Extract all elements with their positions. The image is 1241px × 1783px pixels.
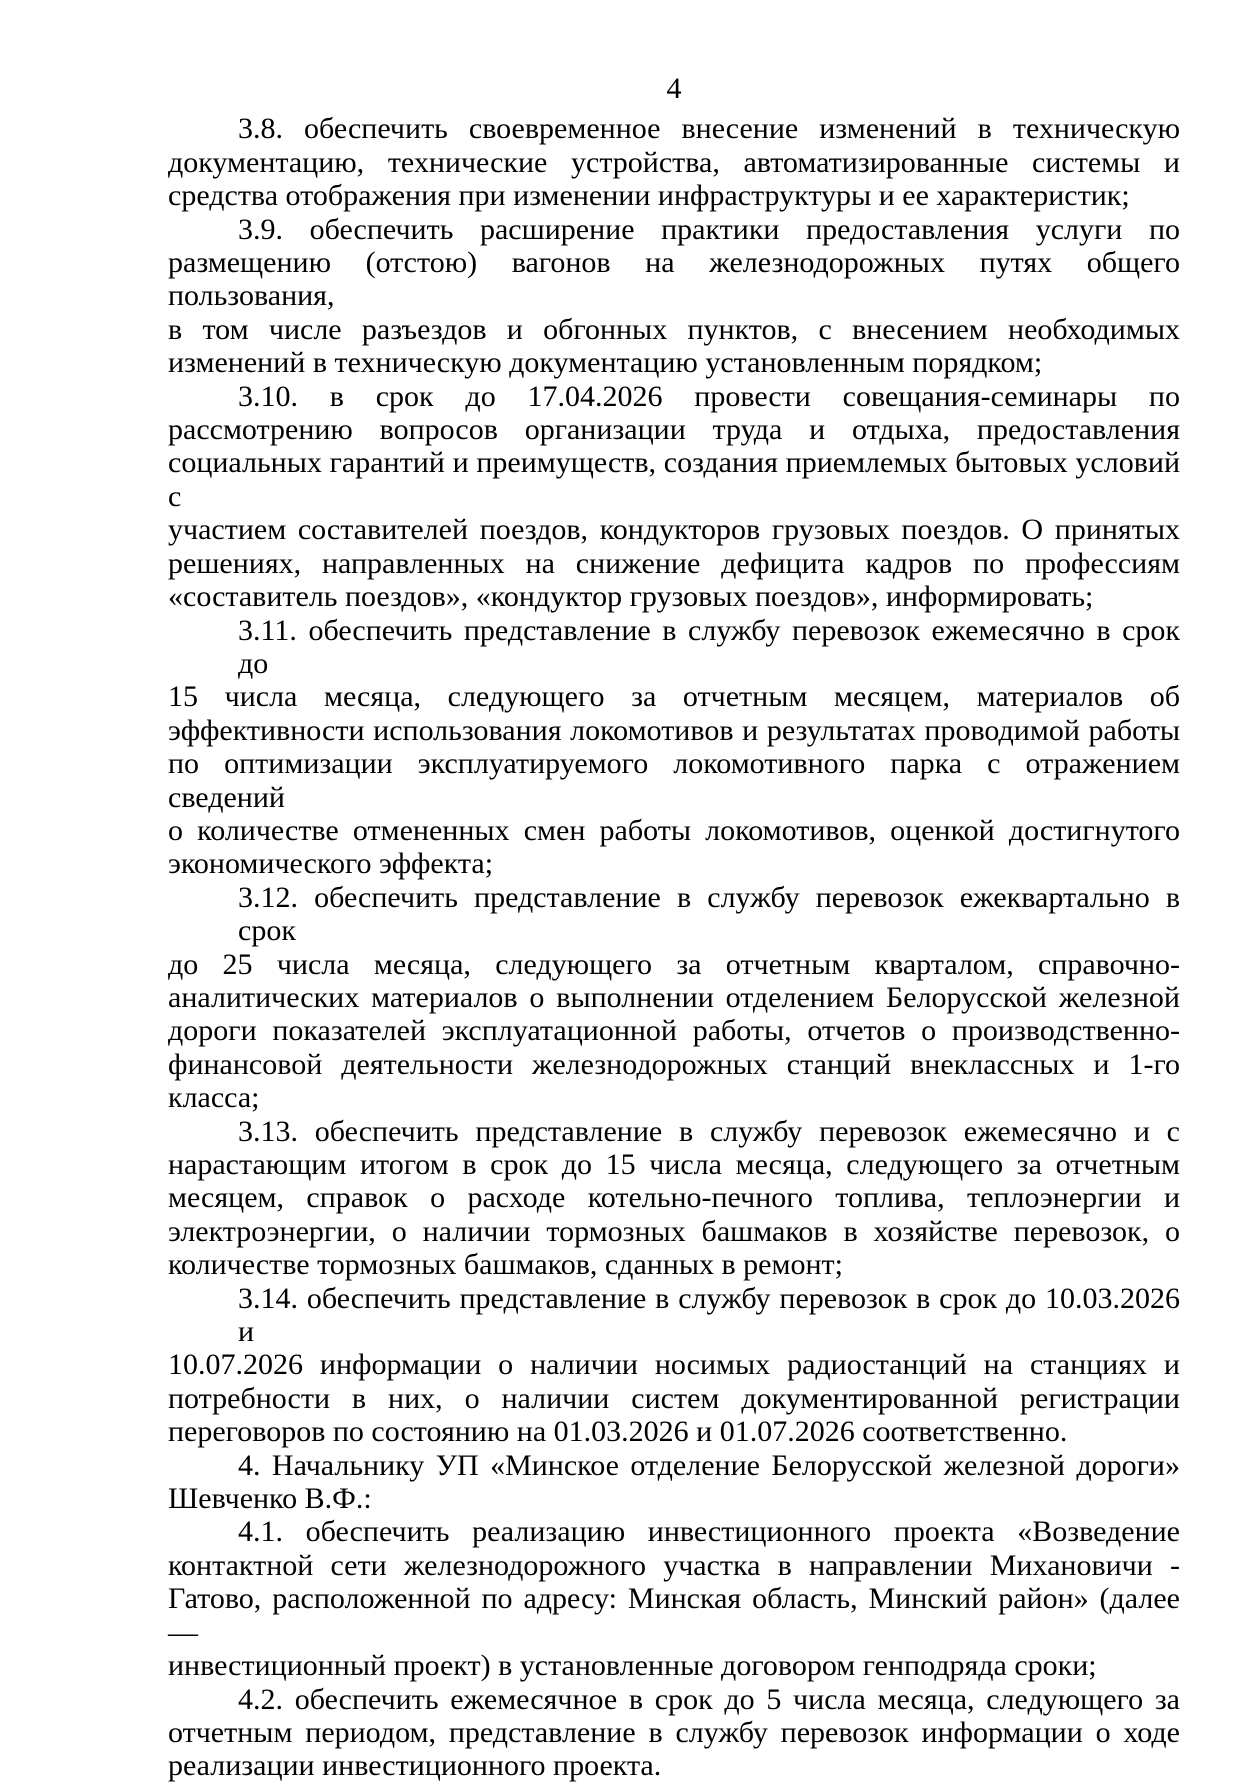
text-line: 4. Начальнику УП «Минское отделение Белорусской железной дороги» <box>238 1448 1180 1482</box>
paragraph <box>168 1282 1180 1449</box>
text-line: дороги показателей эксплуатационной работы, отчетов о производственно- <box>168 1014 1180 1048</box>
text-line: 15 числа месяца, следующего за отчетным месяцем, материалов об <box>168 680 1180 714</box>
text-line: изменений в техническую документацию установленным порядком; <box>168 346 1043 380</box>
paragraph <box>168 881 1180 1115</box>
text-line: 4.2. обеспечить ежемесячное в срок до 5 числа месяца, следующего за <box>238 1682 1180 1716</box>
paragraph <box>168 1115 1180 1282</box>
paragraph <box>168 213 1180 380</box>
text-line: Шевченко В.Ф.: <box>168 1482 372 1516</box>
text-line: участием составителей поездов, кондукторов грузовых поездов. О принятых <box>168 513 1180 547</box>
text-line: отчетным периодом, представление в службу перевозок информации о ходе <box>168 1715 1180 1749</box>
text-line: 10.07.2026 информации о наличии носимых радиостанций на станциях и <box>168 1348 1180 1382</box>
text-line: инвестиционный проект) в установленные договором генподряда сроки; <box>168 1649 1097 1683</box>
text-line: эффективности использования локомотивов и результатах проводимой работы <box>168 713 1180 747</box>
text-line: экономического эффекта; <box>168 847 494 881</box>
document-body <box>168 112 1180 1782</box>
text-line: 3.11. обеспечить представление в службу перевозок ежемесячно в срок до <box>238 613 1180 680</box>
page-number: 4 <box>666 72 682 105</box>
paragraph <box>168 380 1180 614</box>
text-line: 3.13. обеспечить представление в службу перевозок ежемесячно и с <box>238 1114 1180 1148</box>
text-line: переговоров по состоянию на 01.03.2026 и 01.07.2026 соответственно. <box>168 1415 1068 1449</box>
text-line: 3.10. в срок до 17.04.2026 провести совещания-семинары по <box>238 379 1180 413</box>
text-line: в том числе разъездов и обгонных пунктов, с внесением необходимых <box>168 312 1180 346</box>
text-line: потребности в них, о наличии систем документированной регистрации <box>168 1381 1180 1415</box>
text-line: до 25 числа месяца, следующего за отчетным кварталом, справочно- <box>168 947 1180 981</box>
text-line: документацию, технические устройства, автоматизированные системы и <box>168 145 1180 179</box>
text-line: размещению (отстою) вагонов на железнодорожных путях общего пользования, <box>168 246 1180 313</box>
paragraph <box>168 1683 1180 1783</box>
paragraph <box>168 1515 1180 1682</box>
text-line: о количестве отмененных смен работы локомотивов, оценкой достигнутого <box>168 813 1180 847</box>
text-line: электроэнергии, о наличии тормозных башмаков в хозяйстве перевозок, о <box>168 1214 1180 1248</box>
text-line: нарастающим итогом в срок до 15 числа месяца, следующего за отчетным <box>168 1148 1180 1181</box>
text-line: «составитель поездов», «кондуктор грузовых поездов», информировать; <box>168 580 1094 614</box>
text-line: Гатово, расположенной по адресу: Минская область, Минский район» (далее — <box>168 1582 1180 1649</box>
text-line: аналитических материалов о выполнении отделением Белорусской железной <box>168 980 1180 1014</box>
text-line: по оптимизации эксплуатируемого локомотивного парка с отражением сведений <box>168 747 1180 814</box>
text-line: 3.8. обеспечить своевременное внесение изменений в техническую <box>238 112 1180 146</box>
text-line: класса; <box>168 1081 260 1115</box>
text-line: 3.14. обеспечить представление в службу перевозок в срок до 10.03.2026 и <box>238 1281 1180 1349</box>
text-line: 3.12. обеспечить представление в службу перевозок ежеквартально в срок <box>238 880 1180 948</box>
text-line: социальных гарантий и преимуществ, создания приемлемых бытовых условий с <box>168 446 1180 513</box>
text-line: 4.1. обеспечить реализацию инвестиционного проекта «Возведение <box>238 1515 1180 1549</box>
text-line: средства отображения при изменении инфраструктуры и ее характеристик; <box>168 179 1130 213</box>
text-line: контактной сети железнодорожного участка в направлении Михановичи - <box>168 1548 1180 1582</box>
text-line: решениях, направленных на снижение дефицита кадров по профессиям <box>168 546 1180 580</box>
text-line: количестве тормозных башмаков, сданных в ремонт; <box>168 1248 843 1282</box>
paragraph <box>168 614 1180 881</box>
paragraph <box>168 1449 1180 1516</box>
text-line: реализации инвестиционного проекта. <box>168 1749 662 1783</box>
text-line: месяцем, справок о расходе котельно-печного топлива, теплоэнергии и <box>168 1181 1180 1215</box>
paragraph <box>168 112 1180 212</box>
text-line: рассмотрению вопросов организации труда и отдыха, предоставления <box>168 413 1180 447</box>
text-line: финансовой деятельности железнодорожных станций внеклассных и 1-го <box>168 1047 1180 1081</box>
text-line: 3.9. обеспечить расширение практики предоставления услуги по <box>238 212 1180 246</box>
